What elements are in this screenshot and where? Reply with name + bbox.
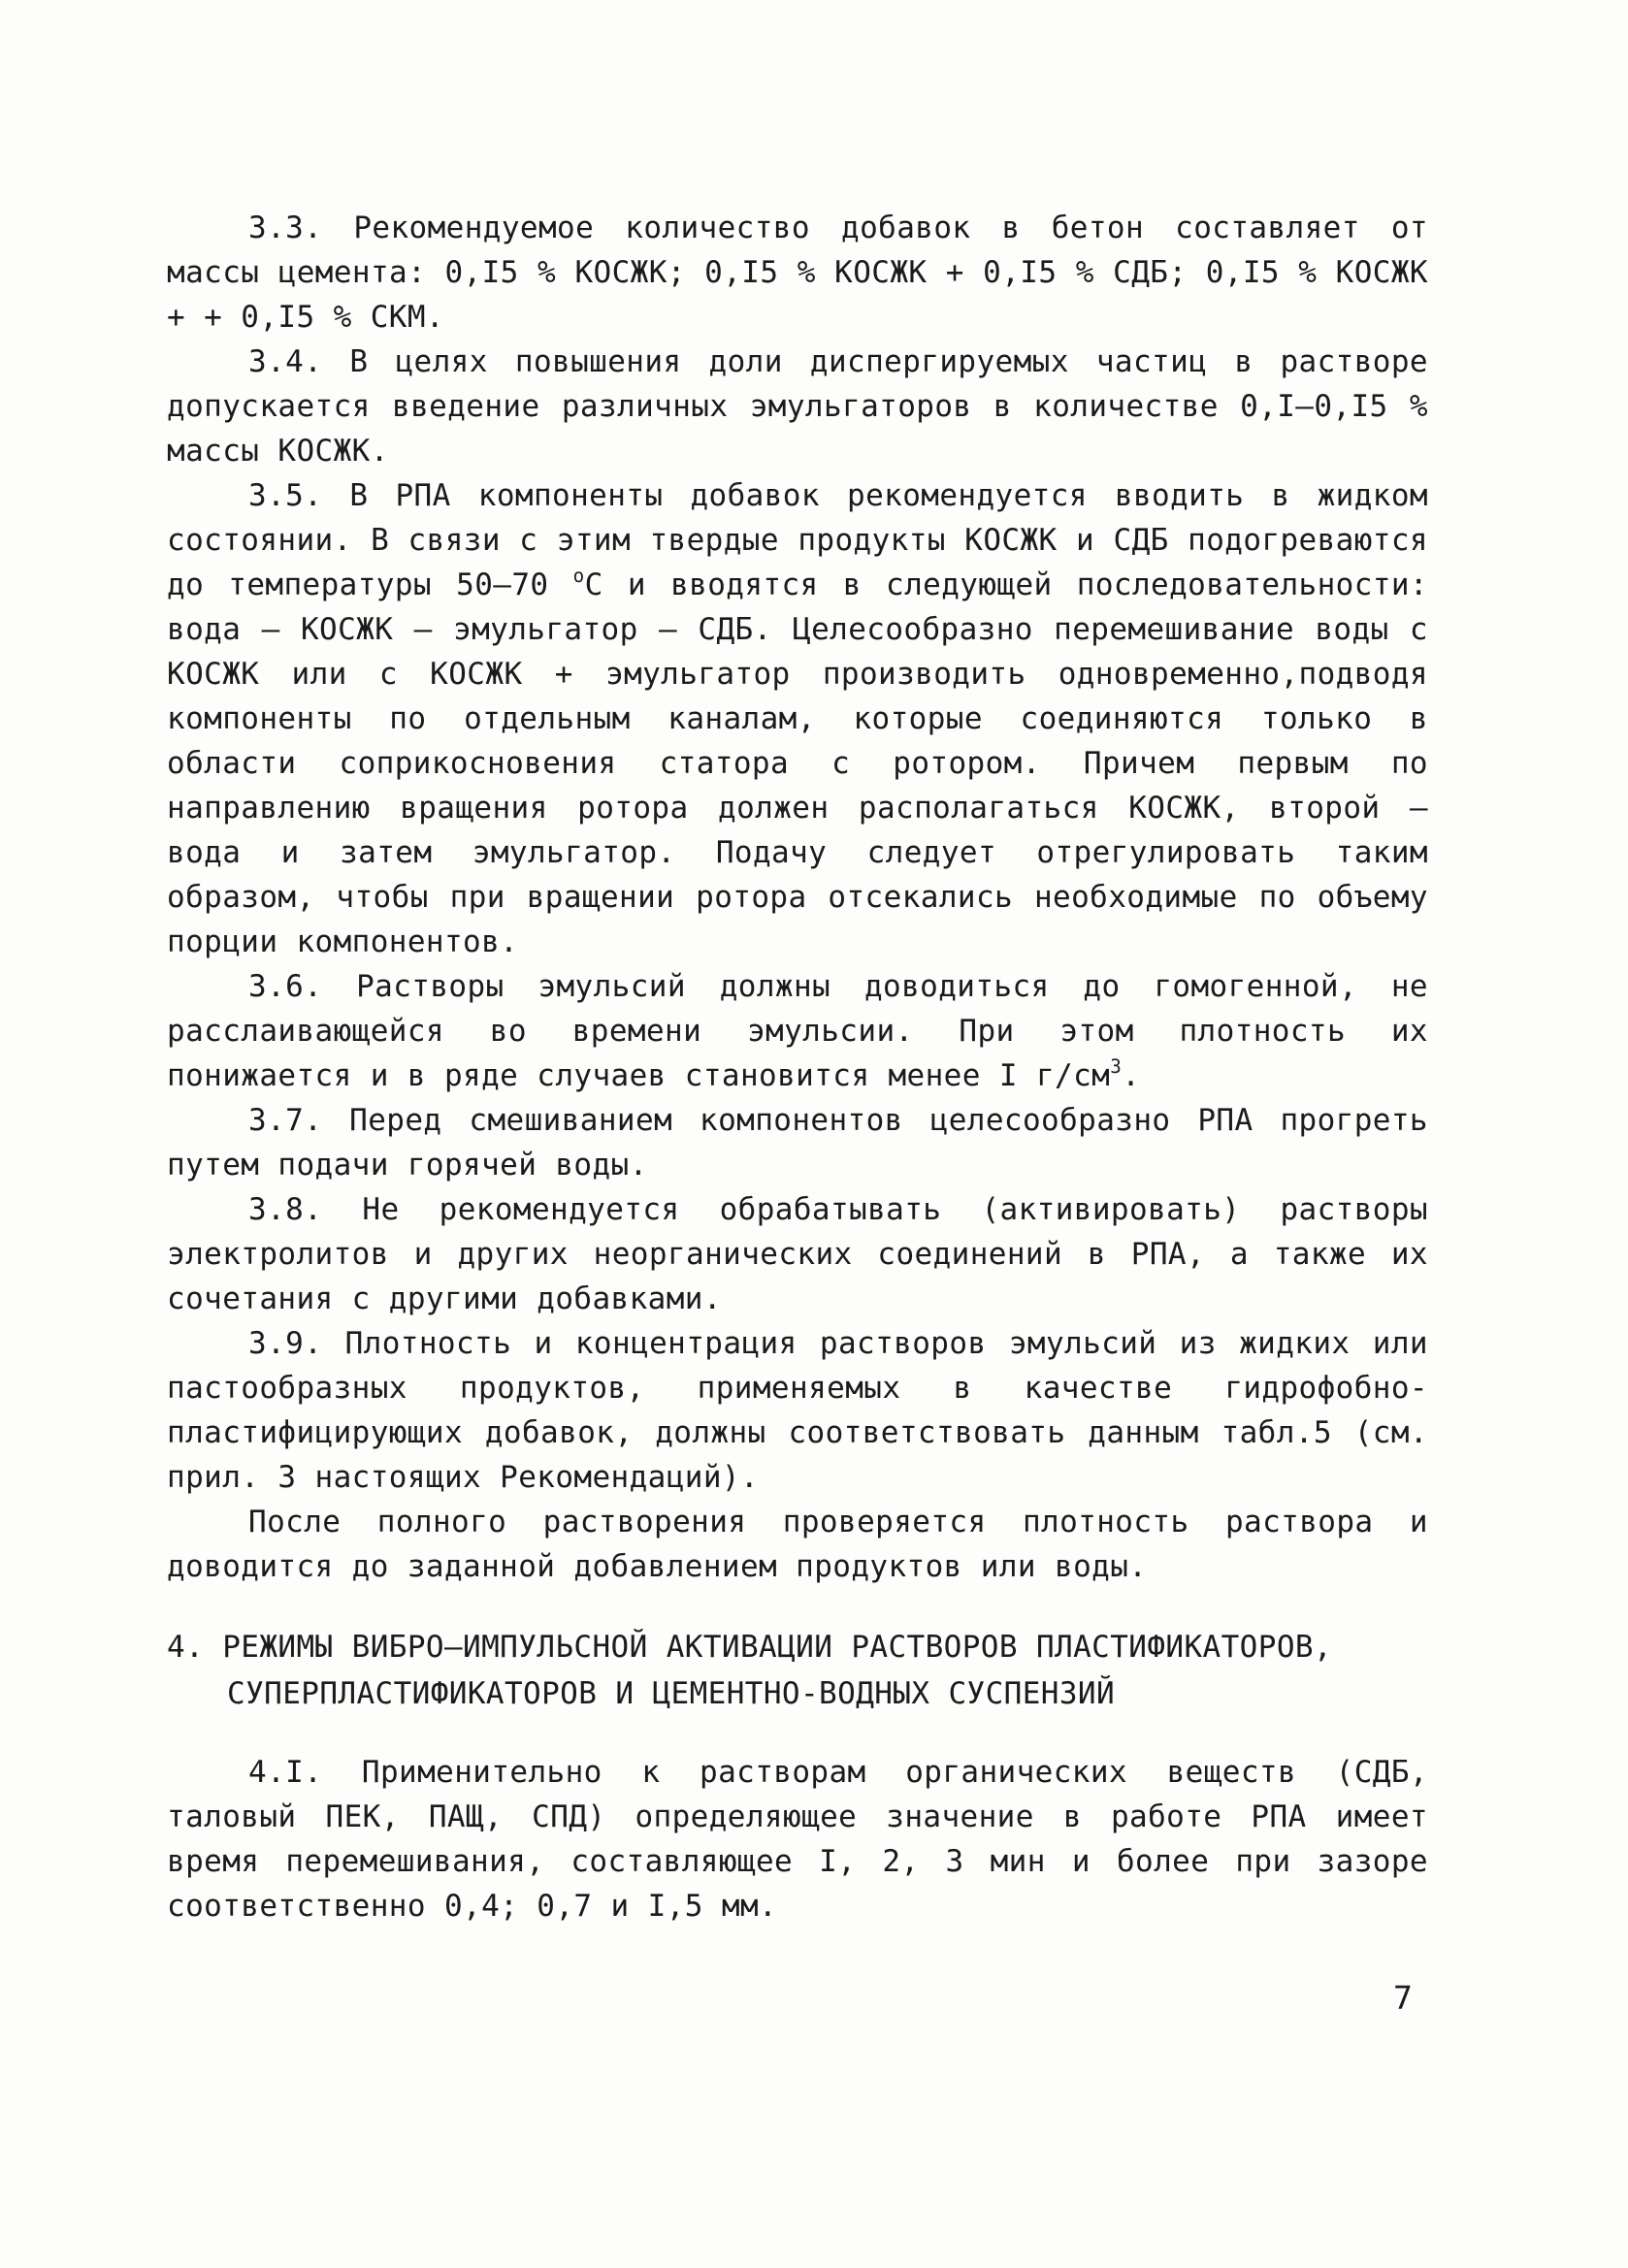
paragraph-3-8: 3.8. Не рекомендуется обрабатывать (активировать) растворы электролитов и других неорганических соединений в РПА, а также их сочетания с другими добавками. (167, 1192, 1428, 1316)
degree-superscript: о (572, 564, 585, 587)
paragraph-3-9: 3.9. Плотность и концентрация растворов эмульсий из жидких или пастообразных продуктов, применяемых в качестве гидрофобно-пластифицирующих добавок, должны соответствовать данным табл.5 (см. прил. 3 настоящих Рекомендаций). (167, 1326, 1428, 1495)
cubic-superscript: 3 (1110, 1054, 1123, 1078)
body-text (167, 206, 1428, 1928)
paragraph-3-7: 3.7. Перед смешиванием компонентов целесообразно РПА прогреть путем подачи горячей воды. (167, 1103, 1428, 1183)
paragraph-3-3: 3.3. Рекомендуемое количество добавок в бетон составляет от массы цемента: 0,I5 % КОСЖК; 0,I5 % КОСЖК + 0,I5 % СДБ; 0,I5 % КОСЖК + + 0,I5 % СКМ. (167, 211, 1428, 335)
paragraph-after-dissolution: После полного растворения проверяется плотность раствора и доводится до заданной добавлением продуктов или воды. (167, 1505, 1428, 1584)
page-number: 7 (1393, 1979, 1413, 2017)
paragraph-3-5 (167, 473, 1428, 964)
paragraph-3-5-part2: С и вводятся в следующей последовательности: вода – КОСЖК – эмульгатор – СДБ. Целесообразно перемешивание воды с КОСЖК или с КОСЖК + эмульгатор производить одновременно,подводя компоненты по отдельным каналам, которые соединяются только в области соприкосновения статора с ротором. Причем первым по направлению вращения ротора должен располагаться КОСЖК, второй – вода и затем эмульгатор. Подачу следует отрегулировать таким образом, чтобы при вращении ротора отсекались необходимые по объему порции компонентов. (167, 567, 1428, 959)
paragraph-3-6-text: 3.6. Растворы эмульсий должны доводиться до гомогенной, не расслаивающейся во времени эмульсии. При этом плотность их понижается и в ряде случаев становится менее I г/см (167, 969, 1428, 1093)
paragraph-3-5-part1: 3.5. В РПА компоненты добавок рекомендуется вводить в жидком состоянии. В связи с этим твердые продукты КОСЖК и СДБ подогреваются до температуры 50–70 (167, 478, 1428, 602)
section-4-heading-line2: СУПЕРПЛАСТИФИКАТОРОВ И ЦЕМЕНТНО-ВОДНЫХ СУСПЕНЗИЙ (227, 1676, 1116, 1711)
section-4-heading (167, 1624, 1428, 1717)
paragraph-3-6-end: . (1122, 1058, 1141, 1093)
paragraph-4-1: 4.I. Применительно к растворам органических веществ (СДБ, таловый ПЕК, ПАЩ, СПД) определяющее значение в работе РПА имеет время перемешивания, составляющее I, 2, 3 мин и более при зазоре соответственно 0,4; 0,7 и I,5 мм. (167, 1755, 1428, 1924)
paragraph-3-6 (167, 964, 1428, 1098)
section-4-heading-line1: 4. РЕЖИМЫ ВИБРО–ИМПУЛЬСНОЙ АКТИВАЦИИ РАСТВОРОВ ПЛАСТИФИКАТОРОВ, (167, 1630, 1333, 1665)
paragraph-3-4: 3.4. В целях повышения доли диспергируемых частиц в растворе допускается введение различных эмульгаторов в количестве 0,I–0,I5 % массы КОСЖК. (167, 344, 1428, 469)
